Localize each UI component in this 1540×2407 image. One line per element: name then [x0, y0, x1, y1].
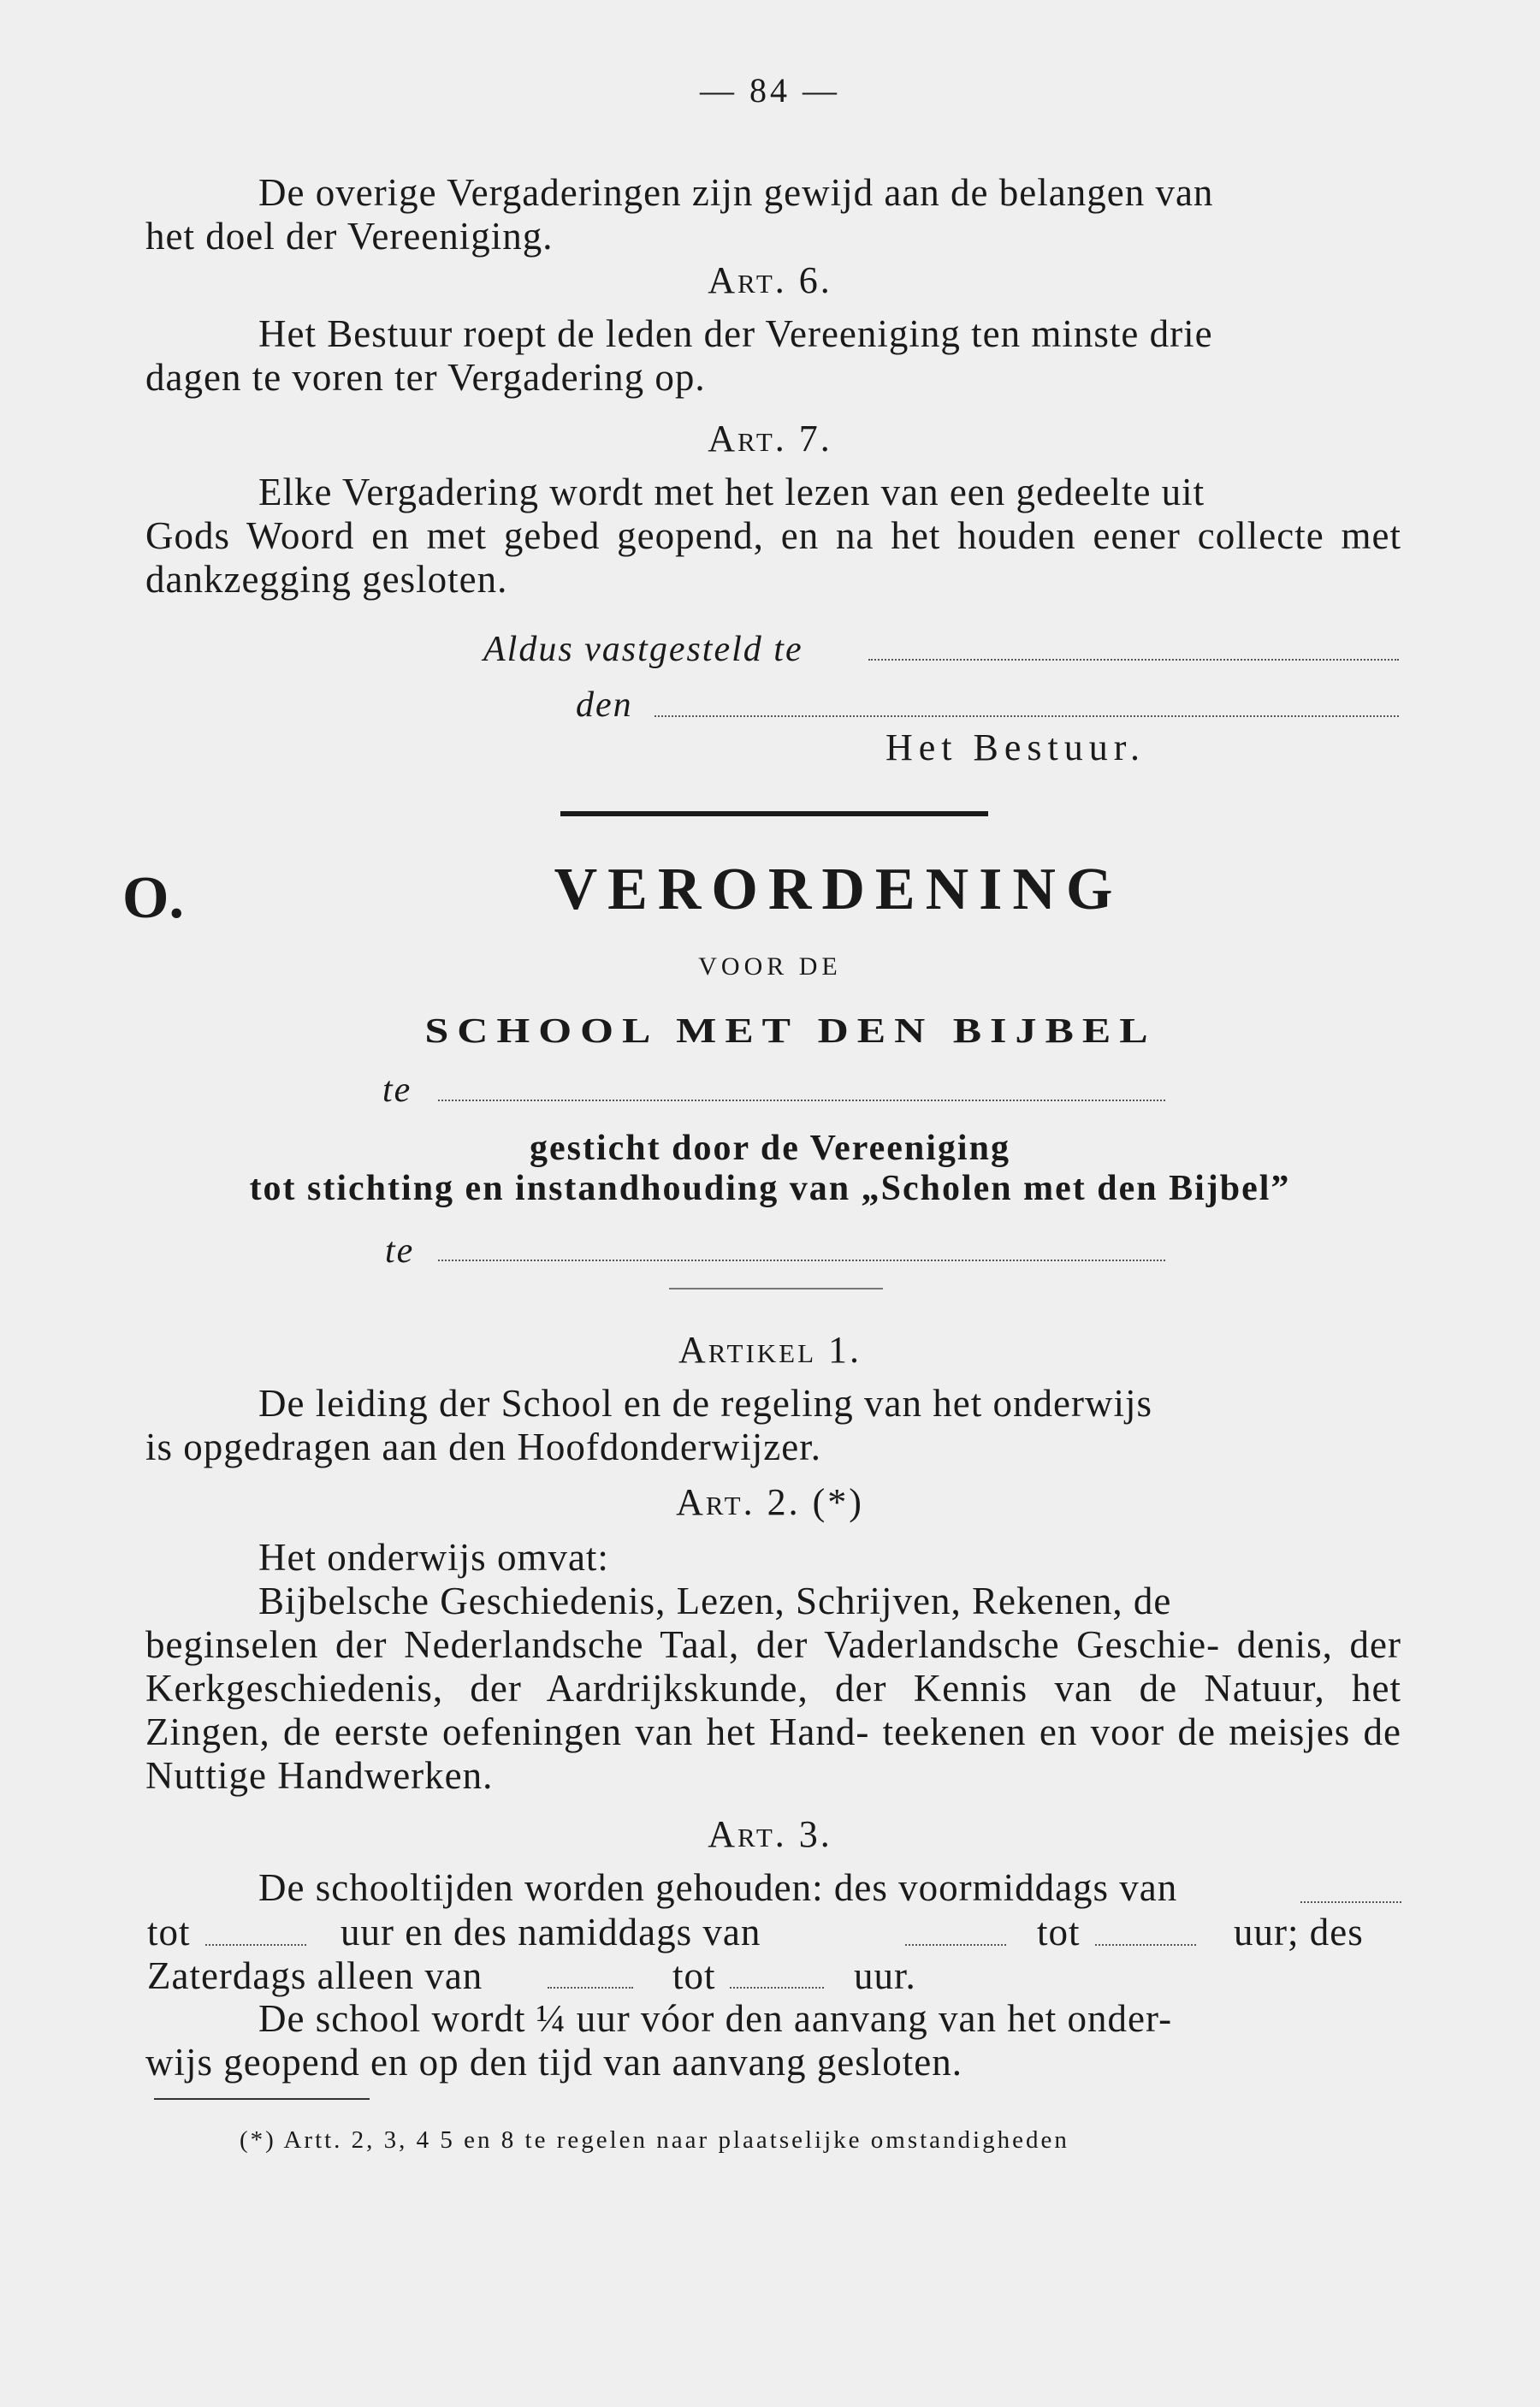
page-number: — 84 — [700, 71, 840, 110]
text-line: dagen te voren ter Vergadering op. [145, 356, 706, 399]
text-line: Elke Vergadering wordt met het lezen van een gedeelte uit [258, 471, 1205, 513]
fill-in-blank [205, 1944, 306, 1946]
text-line: teekenen en voor de meisjes de Nuttige Handwerken. [145, 1710, 1402, 1797]
text-line: Het onderwijs omvat: [258, 1536, 609, 1579]
te-label-1: te [382, 1070, 412, 1110]
article-heading-3: Art. 3. [708, 1813, 832, 1855]
text-line: beginselen der Nederlandsche Taal, der Vaderlandsche Geschie- [145, 1623, 1221, 1666]
text-line: De school wordt ¼ uur vóor den aanvang van het onder- [258, 1997, 1173, 2040]
paragraph-bestuur-roept [145, 312, 1401, 400]
art3-line-2b: uur en des namiddags van [341, 1911, 761, 1953]
paragraph-elke-vergadering [145, 471, 1401, 602]
paragraph-artikel-1 [145, 1382, 1401, 1469]
article-heading-6: Art. 6. [708, 259, 832, 301]
aldus-vastgesteld-label: Aldus vastgesteld te [483, 630, 803, 669]
subtitle-school-met-den-bijbel: SCHOOL MET DEN BIJBEL [424, 1011, 1157, 1050]
section-divider [560, 811, 988, 816]
text-line: De overige Vergaderingen zijn gewijd aan de belangen van [258, 171, 1214, 214]
te-label-2: te [385, 1231, 415, 1271]
footnote: (*) Artt. 2, 3, 4 5 en 8 te regelen naar plaatselijke omstandigheden [240, 2126, 1069, 2154]
text-line: collecte met dankzegging gesloten. [145, 514, 1402, 601]
section-title: VERORDENING [554, 857, 1123, 922]
signature-het-bestuur: Het Bestuur. [886, 726, 1146, 768]
artikel-heading-1: Artikel 1. [678, 1329, 862, 1371]
fill-in-blank [905, 1944, 1006, 1946]
art3-line-3c: uur. [854, 1954, 916, 1997]
art3-line-3b: tot [672, 1954, 716, 1997]
fill-in-line-te-2 [438, 1260, 1165, 1261]
text-line: is opgedragen aan den Hoofdonderwijzer. [145, 1426, 821, 1468]
fill-in-line-place [868, 659, 1399, 661]
art3-line-3a: Zaterdags alleen van [147, 1954, 483, 1997]
article-heading-2: Art. 2. (*) [676, 1481, 864, 1523]
gesticht-line: gesticht door de Vereeniging [530, 1129, 1010, 1168]
fill-in-line-te-1 [438, 1100, 1165, 1101]
art3-line-1: De schooltijden worden gehouden: des voormiddags van [258, 1866, 1178, 1909]
text-line: van de Natuur, het Zingen, de eerste oefeningen van het Hand- [145, 1667, 1402, 1753]
paragraph-artikel-2 [145, 1536, 1401, 1798]
tot-stichting-line: tot stichting en instandhouding van „Scholen met den Bijbel” [249, 1169, 1291, 1208]
fill-in-blank [730, 1987, 824, 1989]
footnote-rule [154, 2098, 370, 2100]
art3-line-2a: tot [147, 1911, 191, 1953]
text-line: Het Bestuur roept de leden der Vereeniging ten minste drie [258, 312, 1213, 355]
text-line: het doel der Vereeniging. [145, 215, 554, 258]
den-label: den [576, 685, 633, 725]
paragraph-overige-vergaderingen [145, 171, 1401, 258]
fill-in-blank [1300, 1901, 1401, 1903]
fill-in-blank [1095, 1944, 1196, 1946]
text-line: De leiding der School en de regeling van het onderwijs [258, 1382, 1152, 1425]
subtitle-voor-de: VOOR DE [698, 952, 842, 981]
paragraph-artikel-3-end [145, 1997, 1401, 2084]
art3-line-2d: uur; des [1234, 1911, 1364, 1953]
text-line: Bijbelsche Geschiedenis, Lezen, Schrijven, Rekenen, de [258, 1580, 1172, 1622]
text-line: Gods Woord en met gebed geopend, en na het houden eener [145, 514, 1181, 557]
fill-in-blank [548, 1987, 633, 1989]
article-heading-7: Art. 7. [708, 418, 832, 459]
text-line: wijs geopend en op den tijd van aanvang gesloten. [145, 2041, 963, 2084]
thin-divider [669, 1288, 883, 1289]
text-line: denis, der Kerkgeschiedenis, der Aardrijkskunde, der Kennis [145, 1623, 1401, 1710]
section-letter: O. [122, 865, 184, 931]
fill-in-line-date [654, 715, 1399, 717]
art3-line-2c: tot [1037, 1911, 1081, 1953]
